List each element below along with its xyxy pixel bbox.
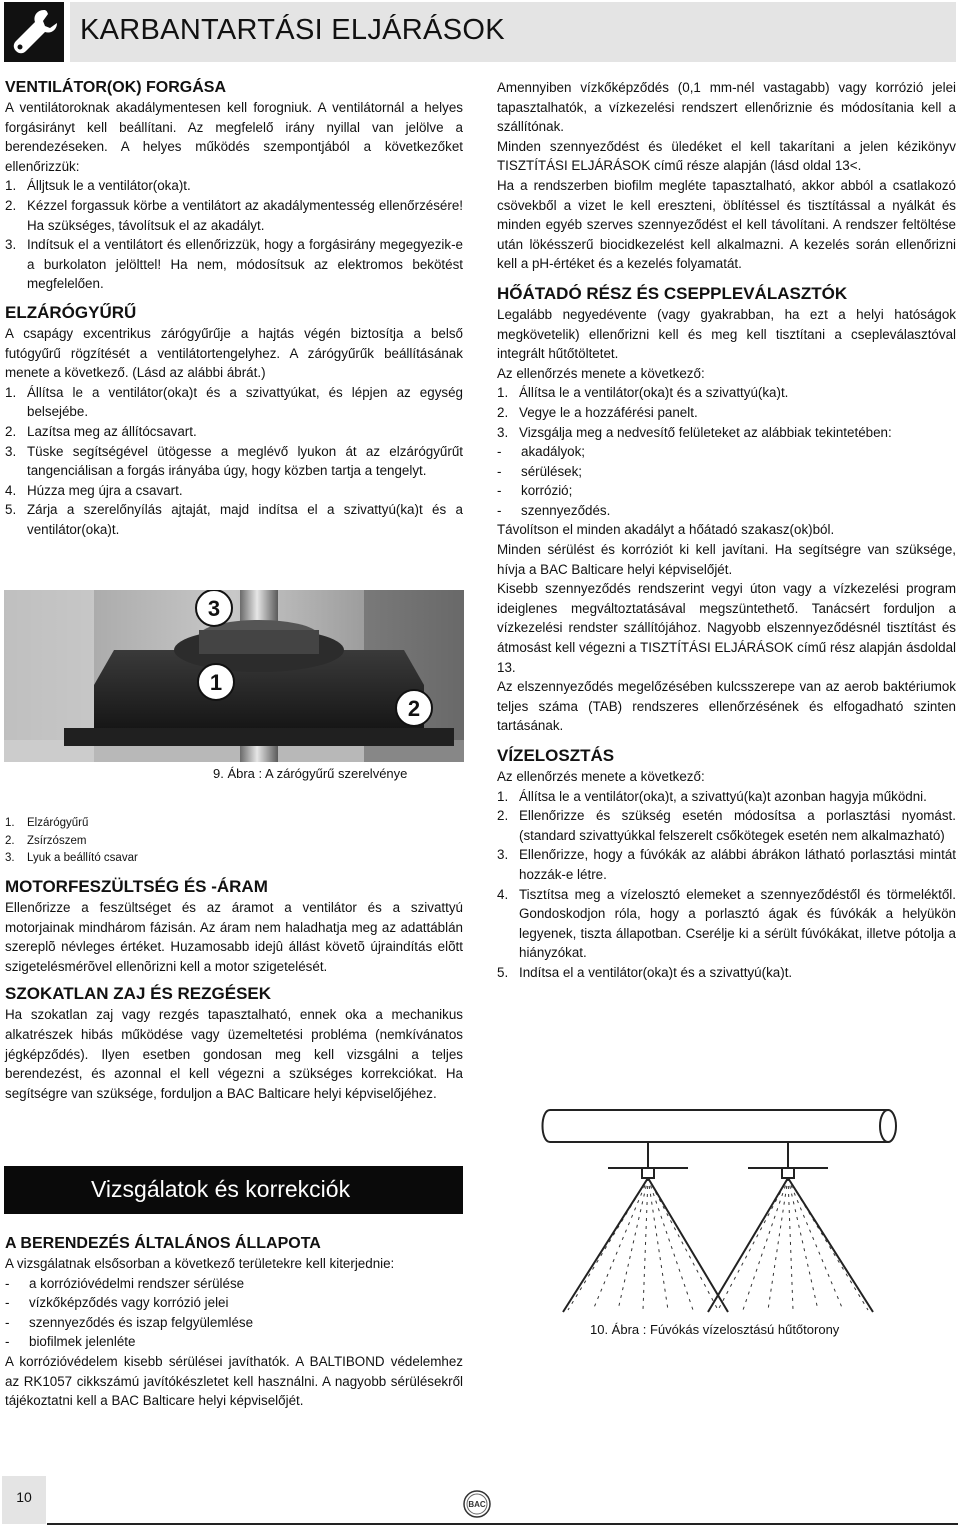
list-item: 3. Ellenőrizze, hogy a fúvókák az alábbi ábrákon látható porlasztási mintát hozzák-e létre. <box>497 847 956 882</box>
list-item: - a korrózióvédelmi rendszer sérülése <box>5 1275 245 1291</box>
list-item: 5. Indítsa el a ventilátor(oka)t és a szivattyú(ka)t. <box>497 964 793 980</box>
list-item: - korrózió; <box>497 483 573 499</box>
list-item: - vízkőképződés vagy korrózió jelei <box>5 1295 229 1311</box>
list-item: - szennyeződés. <box>497 502 611 518</box>
section-title-lock-collar: ELZÁRÓGYŰRŰ <box>5 302 137 322</box>
general-outro: A korrózióvédelem kisebb sérülései javíthatók. A BALTIBOND védelemhez az RK1057 cikkszámú javítókészletet kell használni. A nagyobb sérülésekről tájékoztatni kell a BAC Balticare helyi képviselőjét. <box>5 1353 463 1409</box>
list-item: - akadályok; <box>497 444 586 460</box>
figure-9-marker-2: 2 <box>407 696 421 721</box>
bearing-photo-illustration <box>4 590 464 762</box>
figure-10-drawing <box>538 1090 908 1318</box>
list-item: 4. Tisztítsa meg a vízelosztó elemeket a szennyeződéstől és törmeléktől. Gondoskodjon róla, hogy a porlasztó ágak és fúvókák a helyükön legyenek, tiszta állapotban. Cserélje ki a sérült fúvókákat, illetve pótolja a hiányzókat. <box>497 886 956 961</box>
right-column <box>497 78 956 983</box>
section-title-water: VÍZELOSZTÁS <box>497 746 615 765</box>
lock-collar-steps <box>5 383 463 540</box>
figure-9-marker-1: 1 <box>209 670 223 695</box>
list-item: 2. Ellenőrizze és szükség esetén módosítsa a porlasztási nyomást. (standard szivattyúkkal felszerelt csőkötegek esetén nem alkalmazható) <box>497 808 956 843</box>
list-item: 1. Állítsa le a ventilátor(oka)t és a szivattyú(ka)t. <box>497 385 789 401</box>
list-item: 1. Állítsa le a ventilátor(oka)t és a szivattyúkat, és lépjen az egység belsejébe. <box>5 384 463 420</box>
list-item: 2. Lazítsa meg az állítócsavart. <box>5 423 197 439</box>
section-title-heat: HŐÁTADÓ RÉSZ ÉS CSEPPLEVÁLASZTÓK <box>497 283 848 303</box>
fan-rotation-intro: A ventilátoroknak akadálymentesen kell forogniuk. A ventilátornál a helyes forgásirányt kell beállítani. Az megfelelő irány nyillal van jelölve a berendezéseken. A helyes működés szempontjából a következőket ellenőrizzük: <box>5 100 463 174</box>
section-title-fan-rotation: VENTILÁTOR(OK) FORGÁSA <box>5 79 227 96</box>
scale-paragraph-3: Ha a rendszerben biofilm megléte tapasztalható, akkor abból a csatlakozó csövekből a vizet le kell ereszteni, öblítéssel és tisztítással a nyálkát és minden egyéb szerves szennyeződést el kell távolítani. A rendszer feltöltése után lökésszerű biocidkezelést kell alkalmazni. A kezelés során ellenőrizni kell a pH-értéket és a kezelés folyamatát. <box>497 177 956 272</box>
legend-item: 1. Elzárógyűrű <box>5 817 89 829</box>
scale-paragraph-2: Minden szennyeződést és üledéket el kell takarítani a jelen kézikönyv TISZTÍTÁSI ELJÁRÁSOK című része alapján (lásd oldal 13<. <box>497 138 956 174</box>
heat-lead: Az ellenőrzés menete a következő: <box>497 365 705 381</box>
water-steps <box>497 787 956 983</box>
header-logo <box>4 2 64 62</box>
heat-steps <box>497 383 956 442</box>
heat-paragraph-4: Az elszennyeződés megelőzésében kulcsszerepe van az aerob baktériumok teljes száma (TAB) rendszeres ellenőrzésének és elfogadható szinten tartásának. <box>497 679 956 734</box>
spray-nozzle-illustration <box>538 1090 908 1318</box>
legend-item: 3. Lyuk a beállító csavar <box>5 852 138 864</box>
list-item: - szennyeződés és iszap felgyülemlése <box>5 1314 254 1330</box>
list-item: 3. Tüske segítségével ütögesse a meglévő lyukon át az elzárógyűrűt tangenciálisan a forgás irányába úgy, hogy közben tartja a tengelyt. <box>5 443 463 479</box>
list-item: 5. Zárja a szerelőnyílás ajtaját, majd indítsa el a szivattyú(ka)t és a ventilátor(oka)t. <box>5 502 463 537</box>
heat-paragraph-3: Kisebb szennyeződés rendszerint vegyi úton vagy a vízkezelési program ideiglenes megváltoztatásával megszüntethető. Tanácsért forduljon a vízkezelési rendster szállítójához. Nagyobb elszennyeződésnél tisztítást és átmosást kell végezni a TISZTÍTÁSI ELJÁRÁSOK című rész alapján ásdoldal 13. <box>497 581 956 675</box>
wrench-icon <box>4 2 64 62</box>
heat-paragraph-1: Távolítson el minden akadályt a hőátadó szakasz(ok)ból. <box>497 522 835 538</box>
list-item: 2. Vegye le a hozzáférési panelt. <box>497 404 698 420</box>
list-item: 2. Kézzel forgassuk körbe a ventilátort az akadálymentesség ellenőrzésére! Ha szükséges, távolítsuk el az akadályt. <box>5 197 463 233</box>
water-lead: Az ellenőrzés menete a következő: <box>497 769 705 784</box>
motor-text: Ellenőrizze a feszültséget és az áramot a ventilátor és a szivattyú motorjainak mindhárom fázisán. Az áram nem haladhatja meg az adattáblán szereplõ névleges értéket. Huzamosabb idejû állást követõ újraindítás elõtt szigetelésmérõvel ellenõrizni kell a motor szigetelését. <box>5 900 463 974</box>
list-item: 1. Álljtsuk le a ventilátor(oka)t. <box>5 178 191 194</box>
general-intro: A vizsgálatnak elsősorban a következő területekre kell kiterjednie: <box>5 1256 395 1271</box>
figure-9-legend <box>5 815 305 868</box>
figure-9-marker-3: 3 <box>207 596 221 621</box>
lock-collar-intro: A csapágy excentrikus zárógyűrűje a hajtás végén biztosítja a belső futógyűrű rögzítését a ventilátortengelyhez. A zárógyűrűk beállításának menete a következő. (Lásd az alábbi ábrát.) <box>5 325 463 381</box>
list-item: 3. Vizsgálja meg a nedvesítő felületeket az alábbiak tekintetében: <box>497 424 892 440</box>
scale-paragraph-1: Amennyiben vízkőképződés (0,1 mm-nél vastagabb) vagy korrózió jelei tapasztalhatók, a vízkezelési rendszert ellenőriznie és módosítania kell a szállítónak. <box>497 80 956 135</box>
fan-rotation-steps <box>5 176 463 294</box>
section-title-noise: SZOKATLAN ZAJ ÉS REZGÉSEK <box>5 984 272 1004</box>
left-column-top <box>5 78 463 539</box>
legend-item: 2. Zsírzószem <box>5 834 87 847</box>
left-column-middle <box>5 876 463 1103</box>
section-title-general: A BERENDEZÉS ÁLTALÁNOS ÁLLAPOTA <box>5 1235 321 1252</box>
bac-logo-icon <box>462 1489 492 1519</box>
section-banner: Vizsgálatok és korrekciók <box>4 1166 463 1214</box>
figure-9-caption: 9. Ábra : A zárógyűrű szerelvénye <box>213 766 408 781</box>
heat-paragraph-2: Minden sérülést és korróziót ki kell javítani. Ha segítségre van szüksége, hívja a BAC Balticare helyi képviselőjét. <box>497 542 956 577</box>
heat-intro: Legalább negyedévente (vagy gyakrabban, ha ezt a helyi hatóságok megkövetelik) ellenőrizni kell és meg kell tisztítani a csepleválasztóval integrált hűtőtöltetet. <box>497 306 956 362</box>
section-title-motor: MOTORFESZÜLTSÉG ÉS -ÁRAM <box>5 877 268 896</box>
heat-checks <box>497 442 956 520</box>
list-item: - biofilmek jelenléte <box>5 1334 136 1350</box>
list-item: 1. Állítsa le a ventilátor(oka)t, a szivattyú(ka)t azonban hagyja működni. <box>497 788 927 804</box>
figure-10-caption: 10. Ábra : Fúvókás vízelosztású hűtőtorony <box>590 1322 840 1337</box>
svg-text:BAC: BAC <box>468 1500 486 1509</box>
list-item: 3. Indítsuk el a ventilátort és ellenőrizzük, hogy a forgásirány megegyezik-e a burkolaton jelölttel! Ha nem, módosítsuk az elektromos bekötést megfelelően. <box>5 237 463 292</box>
left-column-bottom <box>5 1234 463 1411</box>
bac-logo <box>462 1489 492 1519</box>
noise-text: Ha szokatlan zaj vagy rezgés tapasztalható, ennek oka a mechanikus alkatrészek hibás működése vagy üzemeltetési probléma (nemkívánatos jégképződés). Ilyen esetben gondosan meg kell vizsgálni a teljes berendezést, és azonnal el kell végezni a szükséges korrekciókat. Ha segítségre van szüksége, forduljon a BAC Balticare helyi képviselőjéhez. <box>5 1007 463 1101</box>
general-items <box>5 1274 463 1352</box>
page-number: 10 <box>16 1489 32 1505</box>
figure-9-photo <box>4 590 464 762</box>
list-item: - sérülések; <box>497 463 583 479</box>
footer-divider <box>47 1523 958 1525</box>
page-title: KARBANTARTÁSI ELJÁRÁSOK <box>80 14 505 46</box>
list-item: 4. Húzza meg újra a csavart. <box>5 482 183 498</box>
